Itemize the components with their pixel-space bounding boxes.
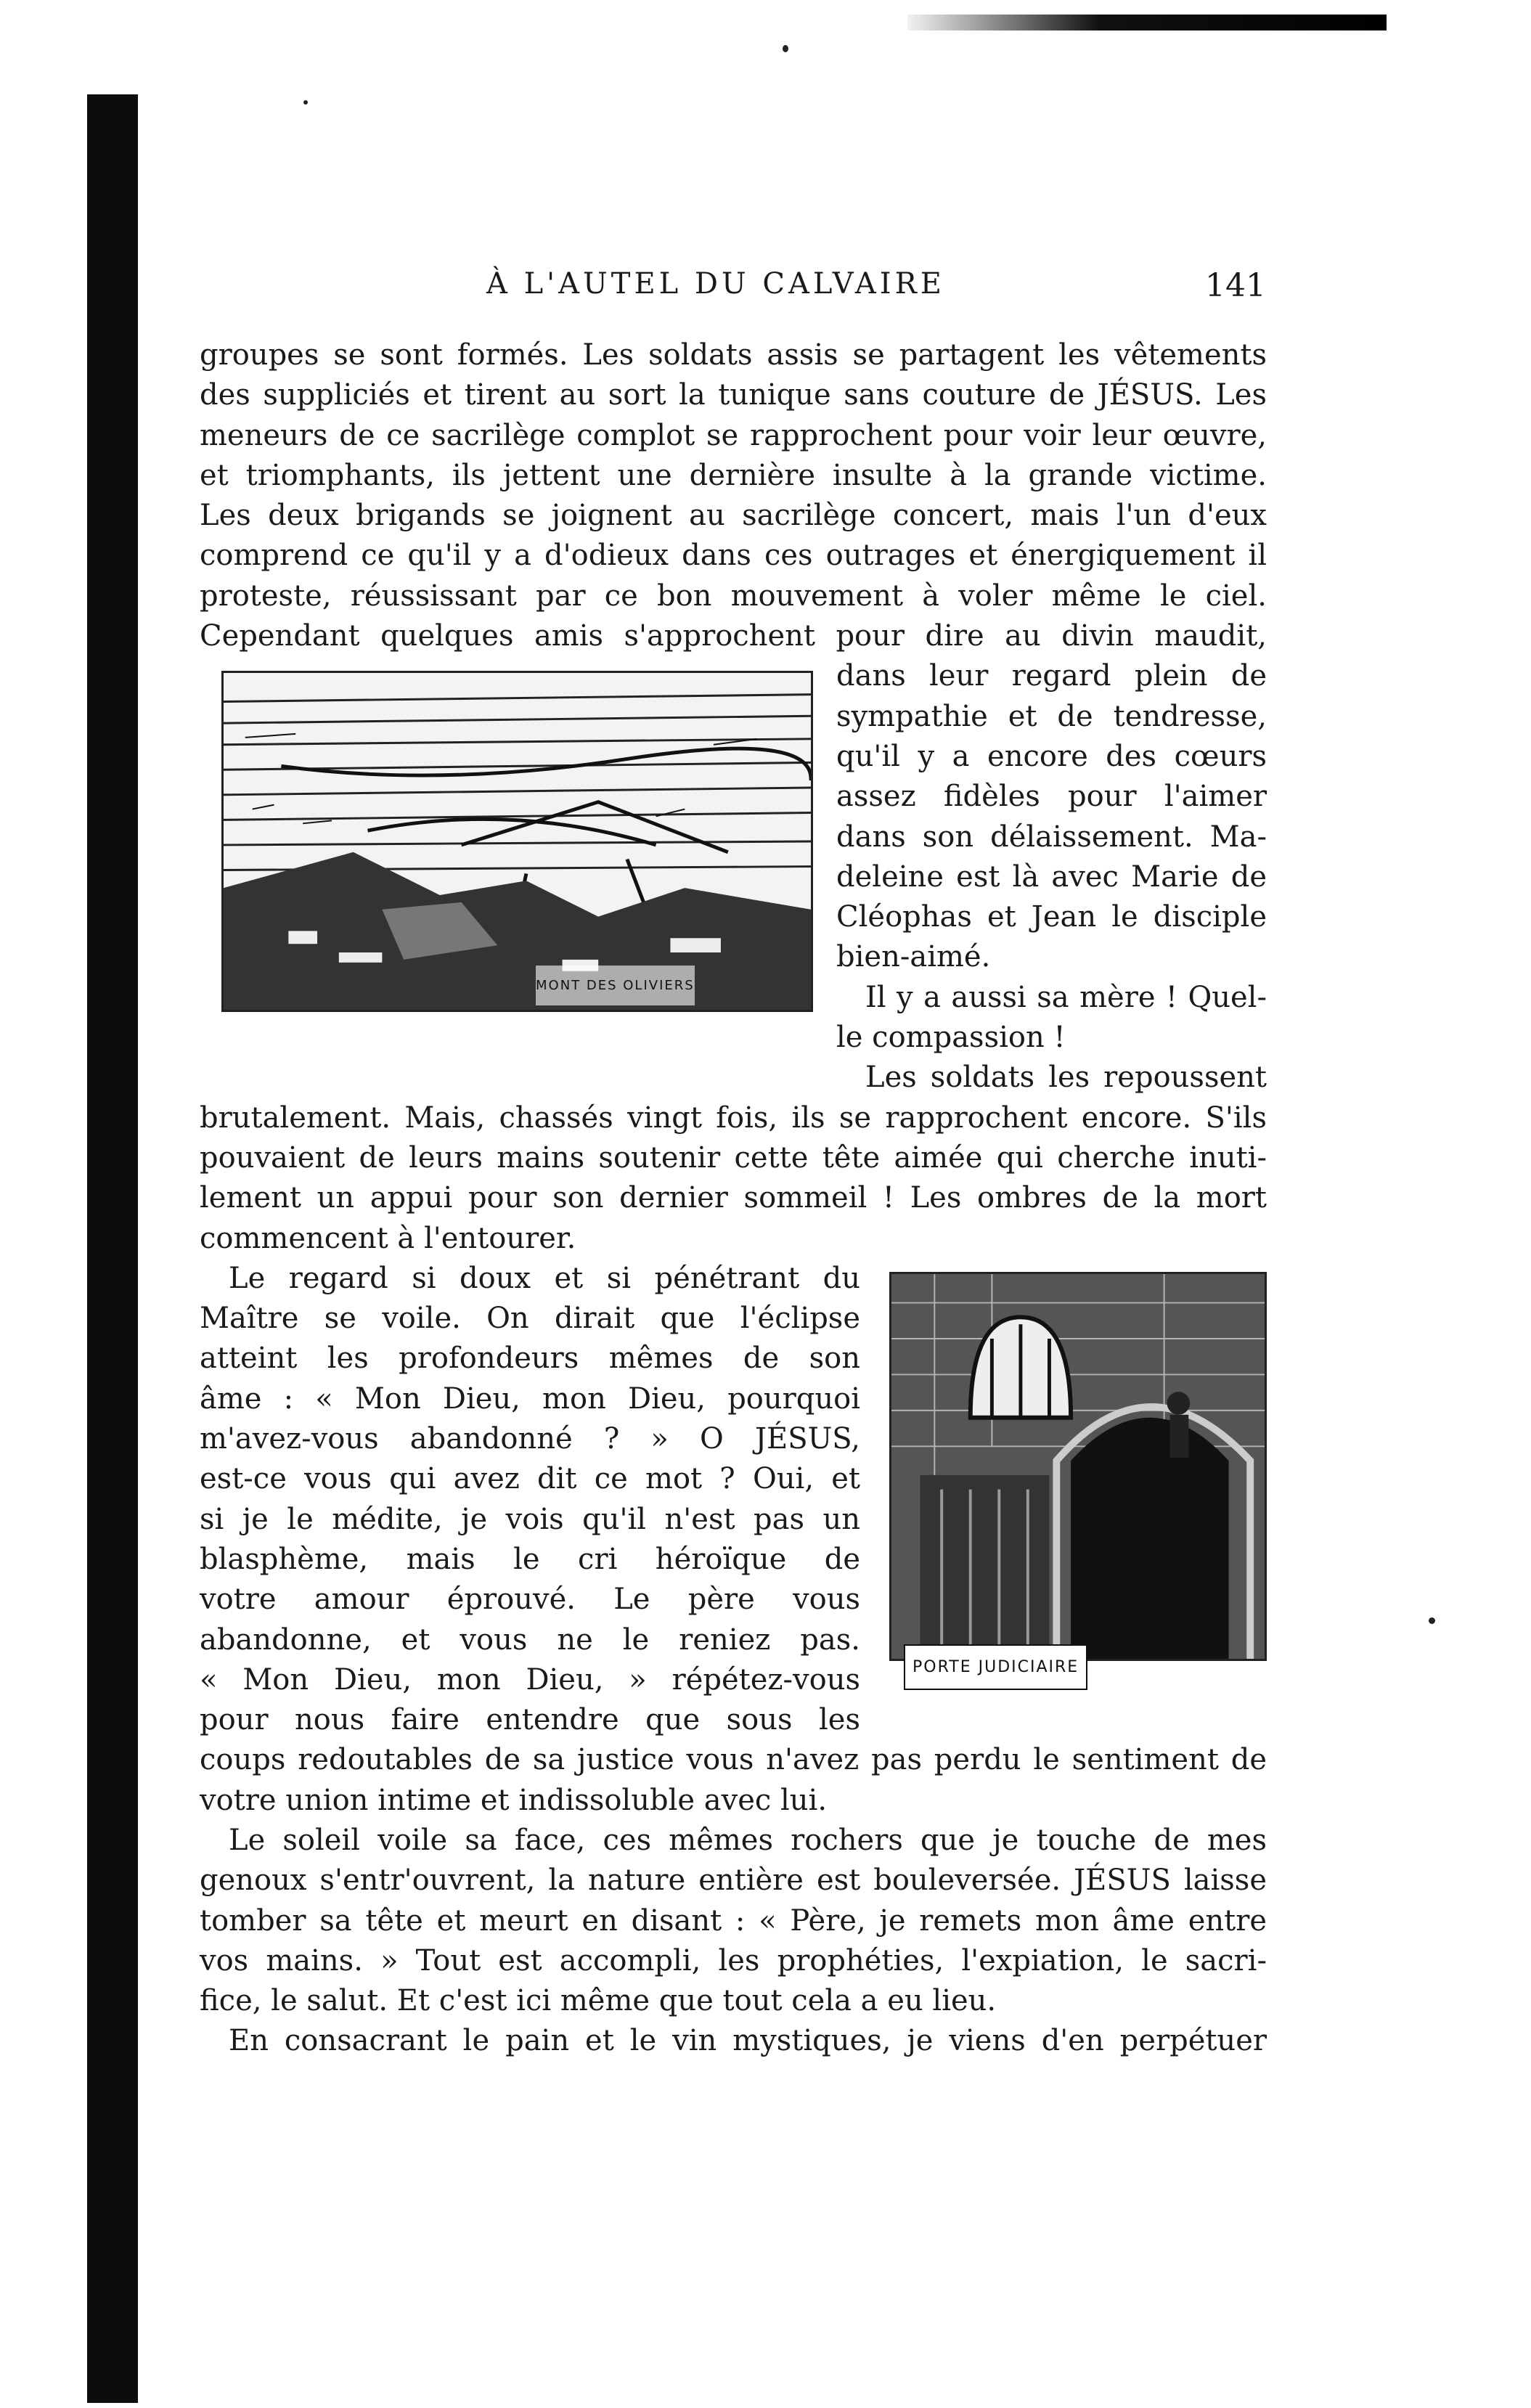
text-line: et triomphants, ils jettent une dernière insulte à la grande victime. (200, 458, 1267, 492)
text-line: votre union intime et indissoluble avec lui. (200, 1783, 828, 1817)
text-line: votre amour éprouvé. Le père vous (200, 1583, 860, 1617)
text-line: coups redoutables de sa justice vous n'avez pas perdu le sentiment de (200, 1743, 1267, 1777)
paragraph-5 (200, 1821, 1267, 2021)
engraving-frame (221, 671, 813, 1012)
scan-speck (303, 100, 308, 105)
scan-speck (1429, 1617, 1435, 1624)
text-line: pour nous faire entendre que sous les (200, 1703, 860, 1737)
text-line: Les deux brigands se joignent au sacrilège concert, mais l'un d'eux (200, 499, 1267, 533)
text-line: groupes se sont formés. Les soldats assis se partagent les vêtements (200, 338, 1267, 372)
figure-caption: MONT DES OLIVIERS (536, 966, 695, 1005)
wrap-text-column (836, 656, 1267, 1098)
text-line: commencent à l'entourer. (200, 1221, 576, 1255)
text-line: abandonne, et vous ne le reniez pas. (200, 1623, 860, 1657)
paragraph-6 (200, 2021, 1267, 2061)
paragraph-4-end (200, 1740, 1267, 1821)
page-body (200, 335, 1267, 2062)
paragraph-3 (200, 1098, 1267, 1259)
text-line: Cléophas et Jean le disciple (836, 900, 1267, 934)
text-line: proteste, réussissant par ce bon mouvement à voler même le ciel. (200, 579, 1267, 613)
scan-speck (783, 45, 788, 52)
text-line: Cependant quelques amis s'approchent pour dire au divin maudit, (200, 619, 1267, 653)
text-line: vos mains. » Tout est accompli, les prophéties, l'expiation, le sacri- (200, 1943, 1267, 1978)
text-line: genoux s'entr'ouvrent, la nature entière est bouleversée. JÉSUS laisse (200, 1864, 1267, 1898)
text-line: Il y a aussi sa mère ! Quel- (865, 980, 1267, 1014)
text-line: si je le médite, je vois qu'il n'est pas un (200, 1502, 860, 1536)
text-line: Les soldats les repoussent (865, 1061, 1267, 1095)
text-line: lement un appui pour son dernier sommeil ! Les ombres de la mort (200, 1181, 1267, 1215)
landscape-engraving (224, 673, 811, 1010)
text-line: brutalement. Mais, chassés vingt fois, ils se rapprochent encore. S'ils (200, 1101, 1267, 1135)
text-line: qu'il y a encore des cœurs (836, 739, 1267, 773)
text-line: m'avez-vous abandonné ? » O JÉSUS, (200, 1422, 860, 1456)
gate-engraving (891, 1274, 1265, 1659)
text-line: blasphème, mais le cri héroïque de (200, 1542, 860, 1576)
figure-mont-des-oliviers (221, 671, 813, 1012)
text-line: âme : « Mon Dieu, mon Dieu, pourquoi (200, 1381, 860, 1416)
text-line: comprend ce qu'il y a d'odieux dans ces outrages et énergiquement il (200, 539, 1267, 573)
paragraph-1 (200, 335, 1267, 656)
text-line: des suppliciés et tirent au sort la tunique sans couture de JÉSUS. Les (200, 378, 1267, 412)
text-line: le compassion ! (836, 1021, 1066, 1055)
text-line: bien-aimé. (836, 940, 991, 974)
text-line: dans leur regard plein de (836, 659, 1267, 693)
text-line: « Mon Dieu, mon Dieu, » répétez-vous (200, 1662, 860, 1697)
page-number: 141 (1205, 267, 1266, 304)
text-line: atteint les profondeurs mêmes de son (200, 1342, 860, 1376)
text-line: tomber sa tête et meurt en disant : « Père, je remets mon âme entre (200, 1903, 1267, 1938)
engraving-frame (889, 1272, 1267, 1661)
text-line: Le soleil voile sa face, ces mêmes rochers que je touche de mes (229, 1823, 1267, 1857)
wrap-text-column (200, 1259, 889, 1741)
text-line: Le regard si doux et si pénétrant du (229, 1261, 860, 1295)
text-line: deleine est là avec Marie de (836, 860, 1267, 894)
text-line: En consacrant le pain et le vin mystiques, je viens d'en perpétuer (229, 2024, 1267, 2058)
figure-caption: PORTE JUDICIAIRE (904, 1644, 1087, 1690)
running-title: À L'AUTEL DU CALVAIRE (486, 267, 945, 301)
text-line: meneurs de ce sacrilège complot se rapprochent pour voir leur œuvre, (200, 418, 1267, 452)
scan-top-artifact (907, 15, 1387, 30)
text-line: est-ce vous qui avez dit ce mot ? Oui, et (200, 1462, 860, 1496)
text-line: sympathie et de tendresse, (836, 699, 1267, 733)
text-line: fice, le salut. Et c'est ici même que tout cela a eu lieu. (200, 1984, 997, 2018)
text-line: Maître se voile. On dirait que l'éclipse (200, 1302, 860, 1336)
text-line: dans son délaissement. Ma- (836, 820, 1267, 854)
text-line: assez fidèles pour l'aimer (836, 780, 1267, 814)
text-line: pouvaient de leurs mains soutenir cette tête aimée qui cherche inuti- (200, 1140, 1267, 1175)
figure-porte-judiciaire (889, 1272, 1267, 1693)
scan-binding-edge (87, 94, 138, 2403)
